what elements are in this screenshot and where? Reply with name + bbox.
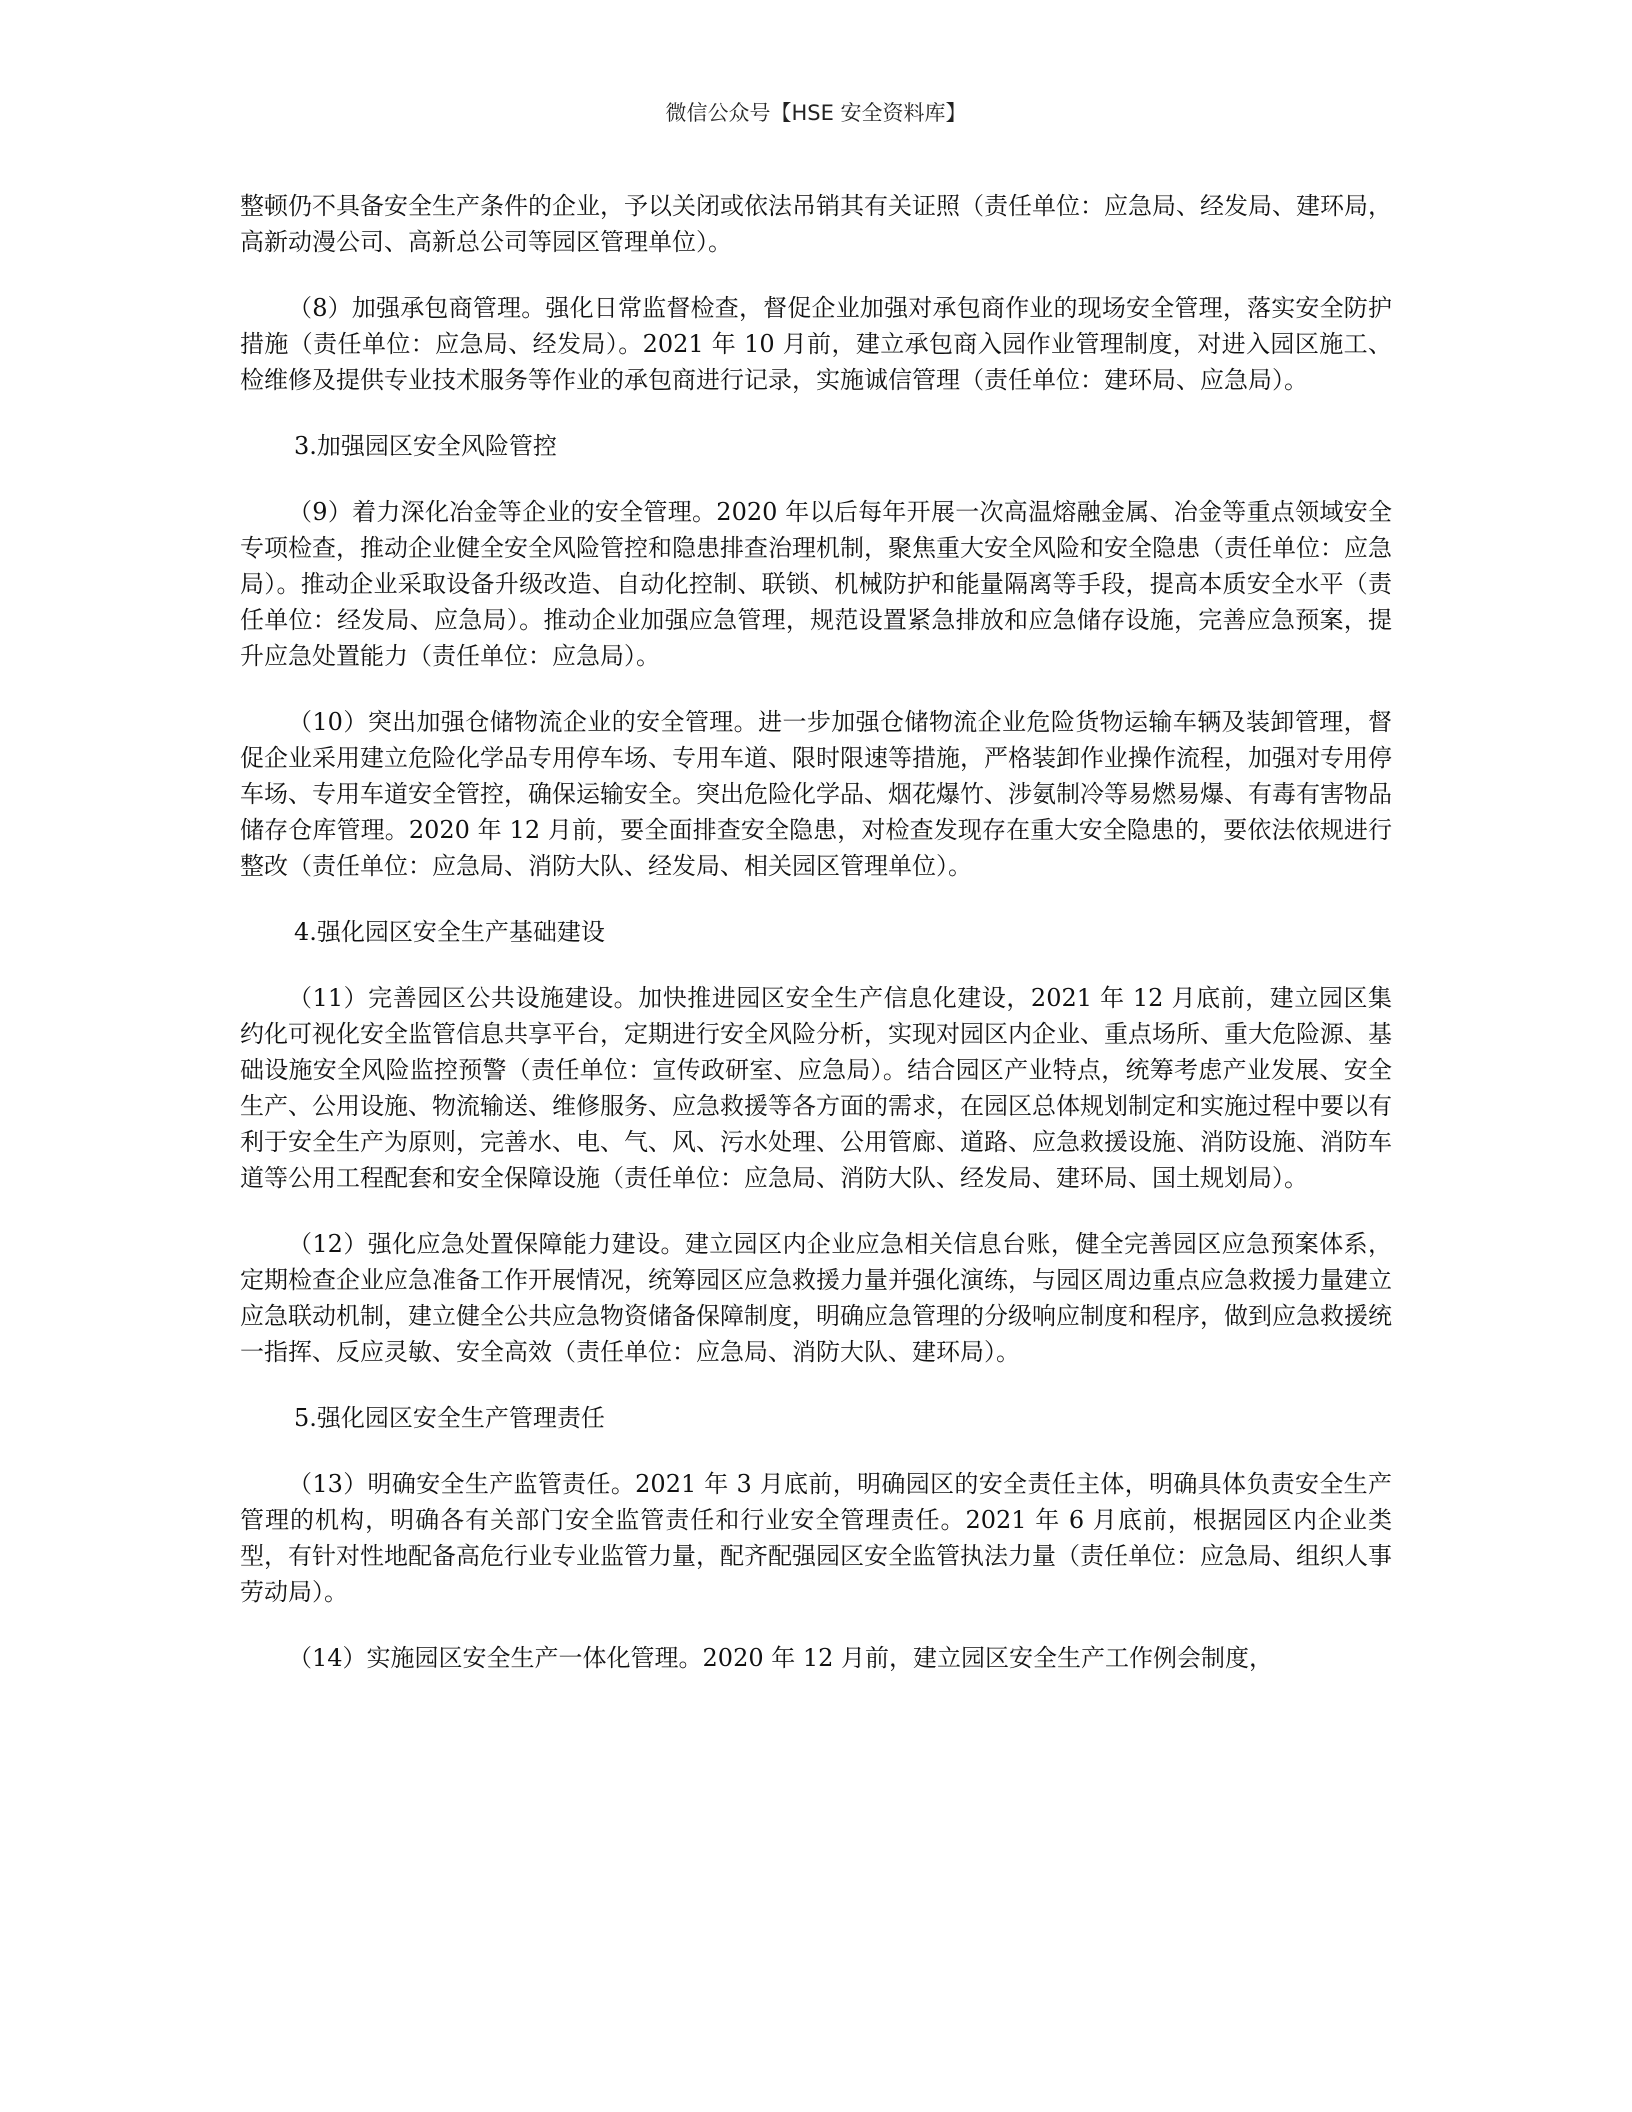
- page-header: 微信公众号【HSE 安全资料库】: [665, 101, 967, 125]
- paragraph-item-9: （9）着力深化冶金等企业的安全管理。2020 年以后每年开展一次高温熔融金属、冶金等重点领域安全专项检查，推动企业健全安全风险管控和隐患排查治理机制，聚焦重大安全风险和安全隐患（责任单位：应急局）。推动企业采取设备升级改造、自动化控制、联锁、机械防护和能量隔离等手段，提高本质安全水平（责任单位：经发局、应急局）。推动企业加强应急管理，规范设置紧急排放和应急储存设施，完善应急预案，提升应急处置能力（责任单位：应急局）。: [240, 498, 1392, 670]
- paragraph-item-10: （10）突出加强仓储物流企业的安全管理。进一步加强仓储物流企业危险货物运输车辆及装卸管理，督促企业采用建立危险化学品专用停车场、专用车道、限时限速等措施，严格装卸作业操作流程，加强对专用停车场、专用车道安全管控，确保运输安全。突出危险化学品、烟花爆竹、涉氨制冷等易燃易爆、有毒有害物品储存仓库管理。2020 年 12 月前，要全面排查安全隐患，对检查发现存在重大安全隐患的，要依法依规进行整改（责任单位：应急局、消防大队、经发局、相关园区管理单位）。: [240, 708, 1392, 880]
- section-heading-4: 4.强化园区安全生产基础建设: [294, 918, 605, 946]
- section-heading-5: 5.强化园区安全生产管理责任: [294, 1404, 605, 1432]
- paragraph-continuation: 整顿仍不具备安全生产条件的企业，予以关闭或依法吊销其有关证照（责任单位：应急局、经发局、建环局，高新动漫公司、高新总公司等园区管理单位）。: [240, 192, 1392, 256]
- paragraph-item-8: （8）加强承包商管理。强化日常监督检查，督促企业加强对承包商作业的现场安全管理，落实安全防护措施（责任单位：应急局、经发局）。2021 年 10 月前，建立承包商入园作业管理制度，对进入园区施工、检维修及提供专业技术服务等作业的承包商进行记录，实施诚信管理（责任单位：建环局、应急局）。: [240, 294, 1392, 394]
- paragraph-item-13: （13）明确安全生产监管责任。2021 年 3 月底前，明确园区的安全责任主体，明确具体负责安全生产管理的机构，明确各有关部门安全监管责任和行业安全管理责任。2021 年 6 月底前，根据园区内企业类型，有针对性地配备高危行业专业监管力量，配齐配强园区安全监管执法力量（责任单位：应急局、组织人事劳动局）。: [240, 1470, 1392, 1606]
- section-heading-3: 3.加强园区安全风险管控: [294, 432, 557, 460]
- paragraph-item-14: （14）实施园区安全生产一体化管理。2020 年 12 月前，建立园区安全生产工作例会制度，: [288, 1644, 1274, 1672]
- paragraph-item-11: （11）完善园区公共设施建设。加快推进园区安全生产信息化建设，2021 年 12 月底前，建立园区集约化可视化安全监管信息共享平台，定期进行安全风险分析，实现对园区内企业、重点场所、重大危险源、基础设施安全风险监控预警（责任单位：宣传政研室、应急局）。结合园区产业特点，统筹考虑产业发展、安全生产、公用设施、物流输送、维修服务、应急救援等各方面的需求，在园区总体规划制定和实施过程中要以有利于安全生产为原则，完善水、电、气、风、污水处理、公用管廊、道路、应急救援设施、消防设施、消防车道等公用工程配套和安全保障设施（责任单位：应急局、消防大队、经发局、建环局、国土规划局）。: [240, 984, 1392, 1192]
- document-body: [240, 188, 1392, 1706]
- paragraph-item-12: （12）强化应急处置保障能力建设。建立园区内企业应急相关信息台账，健全完善园区应急预案体系，定期检查企业应急准备工作开展情况，统筹园区应急救援力量并强化演练，与园区周边重点应急救援力量建立应急联动机制，建立健全公共应急物资储备保障制度，明确应急管理的分级响应制度和程序，做到应急救援统一指挥、反应灵敏、安全高效（责任单位：应急局、消防大队、建环局）。: [240, 1230, 1392, 1366]
